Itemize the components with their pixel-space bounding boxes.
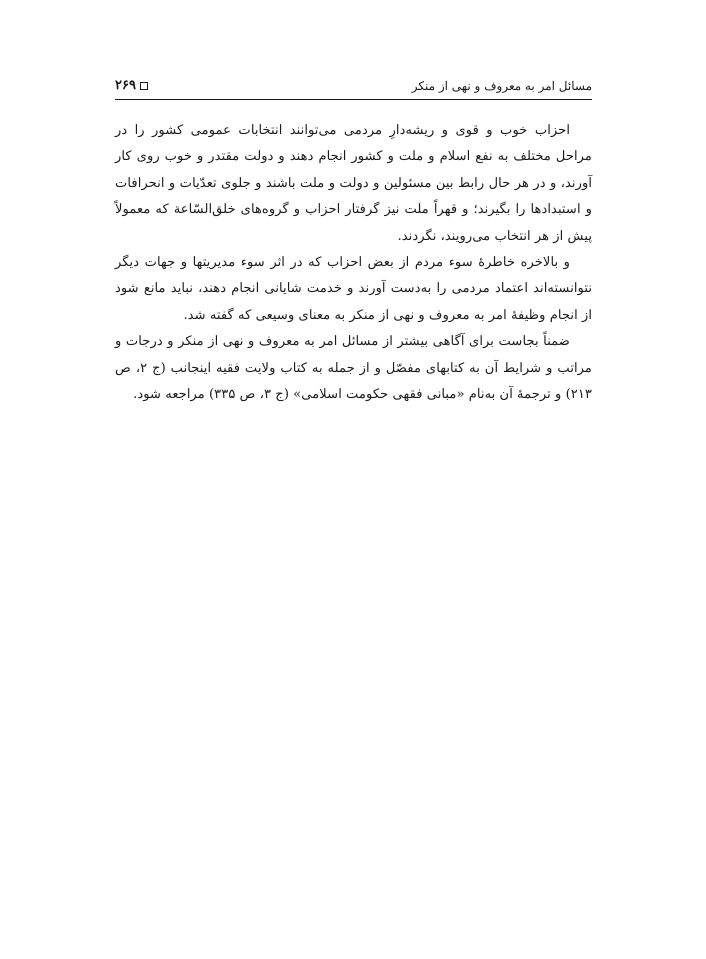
paragraph: و بالاخره خاطرهٔ سوء مردم از بعض احزاب که در اثر سوء مدیریتها و جهات دیگر نتوانسته‌اند اعتماد مردمی را به‌دست آورند و خدمت شایانی انجام دهند، نباید مانع شود از انجام وظیفهٔ امر به معروف و نهی از منکر به معنای وسیعی که گفته شد. <box>115 255 592 323</box>
page-header <box>115 74 592 98</box>
header-rule <box>115 99 592 100</box>
paragraph: ضمناً بجاست برای آگاهی بیشتر از مسائل امر به معروف و نهی از منکر و درجات و مراتب و شرایط آن به کتابهای مفصّل و از جمله به کتاب ولایت فقیه اینجانب (ج ۲، ص ۲۱۳) و ترجمهٔ آن به‌نام «مبانی فقهی حکومت اسلامی» (ج ۳، ص ۳۳۵) مراجعه شود. <box>115 334 592 403</box>
page-number-group <box>115 78 148 94</box>
paragraph: احزاب خوب و قوی و ریشه‌دارِ مردمی می‌توانند انتخابات عمومی کشور را در مراحل مختلف به نفع اسلام و ملت و کشور انجام دهند و دولت مقتدر و خوب روی کار آورند، و در هر حال رابط بین مسئولین و دولت و ملت باشند و جلوی تعدّیات و انحرافات و استبدادها را بگیرند؛ و قهراً ملت نیز گرفتار احزاب و گروه‌های خلق‌السّاعة که معمولاً پیش از هر انتخاب می‌رویند، نگردند. <box>115 123 592 244</box>
page-number: ۲۶۹ <box>115 78 136 93</box>
square-box-icon <box>140 82 148 90</box>
body-text <box>115 118 592 408</box>
running-title: مسائل امر به معروف و نهی از منکر <box>411 79 592 93</box>
